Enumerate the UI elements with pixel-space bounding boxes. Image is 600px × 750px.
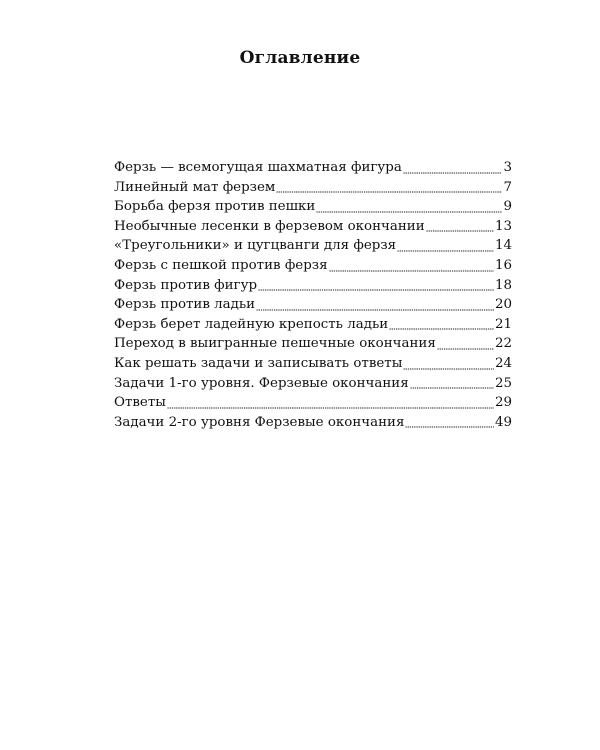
toc-entry[interactable] <box>114 236 512 256</box>
toc-entry[interactable] <box>114 158 512 178</box>
toc-dot-leader <box>256 305 494 311</box>
toc-entry[interactable] <box>114 217 512 237</box>
toc-entry-label: Ответы <box>114 395 166 411</box>
toc-entry-label: Борьба ферзя против пешки <box>114 199 316 215</box>
toc-entry[interactable] <box>114 413 512 433</box>
toc-dot-leader <box>316 207 502 213</box>
toc-entry[interactable] <box>114 374 512 394</box>
toc-dot-leader <box>426 226 494 232</box>
toc-entry-page: 13 <box>494 218 512 234</box>
toc-dot-leader <box>167 403 494 409</box>
toc-dot-leader <box>403 168 503 174</box>
toc-entry-page: 24 <box>494 355 512 371</box>
toc-entry-page: 18 <box>494 277 512 293</box>
toc-dot-leader <box>410 383 494 389</box>
toc-dot-leader <box>258 285 494 291</box>
toc-entry-page: 16 <box>494 257 512 273</box>
toc-entry-label: Необычные лесенки в ферзевом окончании <box>114 218 425 234</box>
toc-entry[interactable] <box>114 295 512 315</box>
toc-dot-leader <box>437 344 494 350</box>
toc-entry-page: 49 <box>494 414 512 430</box>
toc-entry-page: 20 <box>494 297 512 313</box>
toc-entry-page: 14 <box>494 238 512 254</box>
toc-entry-label: Задачи 2-го уровня Ферзевые окончания <box>114 414 405 430</box>
toc-entry-page: 29 <box>494 395 512 411</box>
toc-entry-label: Как решать задачи и записывать ответы <box>114 355 403 371</box>
toc-title: Оглавление <box>239 48 361 68</box>
toc-entry-page: 21 <box>494 316 512 332</box>
toc-entry[interactable] <box>114 393 512 413</box>
toc-dot-leader <box>329 266 494 272</box>
toc-dot-leader <box>389 324 494 330</box>
toc-entry[interactable] <box>114 315 512 335</box>
toc-entry-label: Переход в выигранные пешечные окончания <box>114 336 436 352</box>
toc-entry[interactable] <box>114 197 512 217</box>
toc-entry-label: Ферзь — всемогущая шахматная фигура <box>114 160 402 175</box>
toc-entry-label: Линейный мат ферзем <box>114 179 276 195</box>
toc-entry-label: «Треугольники» и цугцванги для ферзя <box>114 238 397 254</box>
toc-entry[interactable] <box>114 256 512 276</box>
toc-dot-leader <box>403 364 494 370</box>
toc-entry-label: Ферзь против ладьи <box>114 297 256 313</box>
toc-entry-page: 7 <box>503 179 512 195</box>
toc-entry-page: 3 <box>503 160 512 175</box>
toc-entry-page: 25 <box>494 375 512 391</box>
toc-entry-label: Задачи 1-го уровня. Ферзевые окончания <box>114 375 409 391</box>
toc-entry[interactable] <box>114 354 512 374</box>
toc-entry[interactable] <box>114 276 512 296</box>
toc-dot-leader <box>276 187 502 193</box>
toc-entry-label: Ферзь берет ладейную крепость ладьи <box>114 316 389 332</box>
toc-entry[interactable] <box>114 334 512 354</box>
toc-entry[interactable] <box>114 178 512 198</box>
toc-list <box>114 158 512 432</box>
toc-dot-leader <box>405 422 494 428</box>
toc-entry-page: 22 <box>494 336 512 352</box>
toc-entry-page: 9 <box>503 199 512 215</box>
toc-entry-label: Ферзь против фигур <box>114 277 258 293</box>
toc-entry-label: Ферзь с пешкой против ферзя <box>114 257 328 273</box>
toc-dot-leader <box>397 246 494 252</box>
